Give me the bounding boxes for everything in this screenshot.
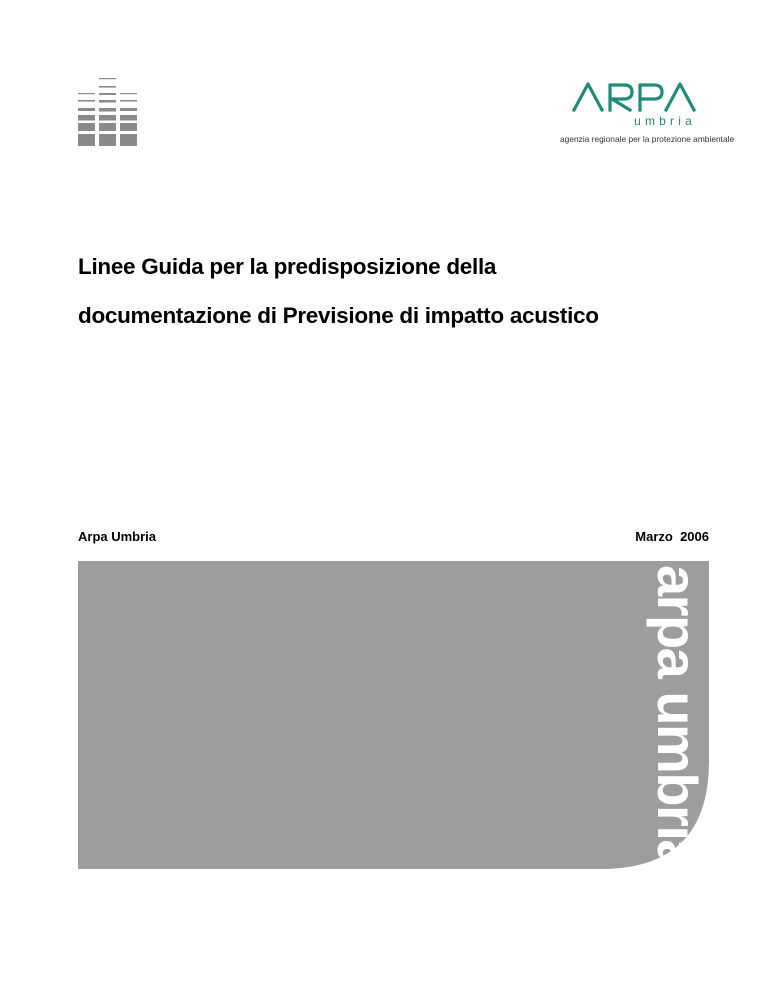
arpa-wordmark-icon (572, 80, 712, 132)
grey-cover-band (78, 561, 709, 869)
author: Arpa Umbria (78, 529, 157, 544)
stacked-bars-logo-icon (78, 78, 138, 148)
vertical-wordmark: arpa umbria (646, 565, 709, 869)
title-line-2: documentazione di Previsione di impatto acustico (78, 303, 599, 328)
logo-region: umbria (634, 114, 696, 128)
title-line-1: Linee Guida per la predisposizione della (78, 254, 497, 279)
document-title (78, 242, 718, 340)
arpa-umbria-logo (560, 80, 735, 150)
publication-date: Marzo 2006 (635, 529, 709, 544)
logo-tagline: agenzia regionale per la protezione ambientale (560, 134, 735, 144)
